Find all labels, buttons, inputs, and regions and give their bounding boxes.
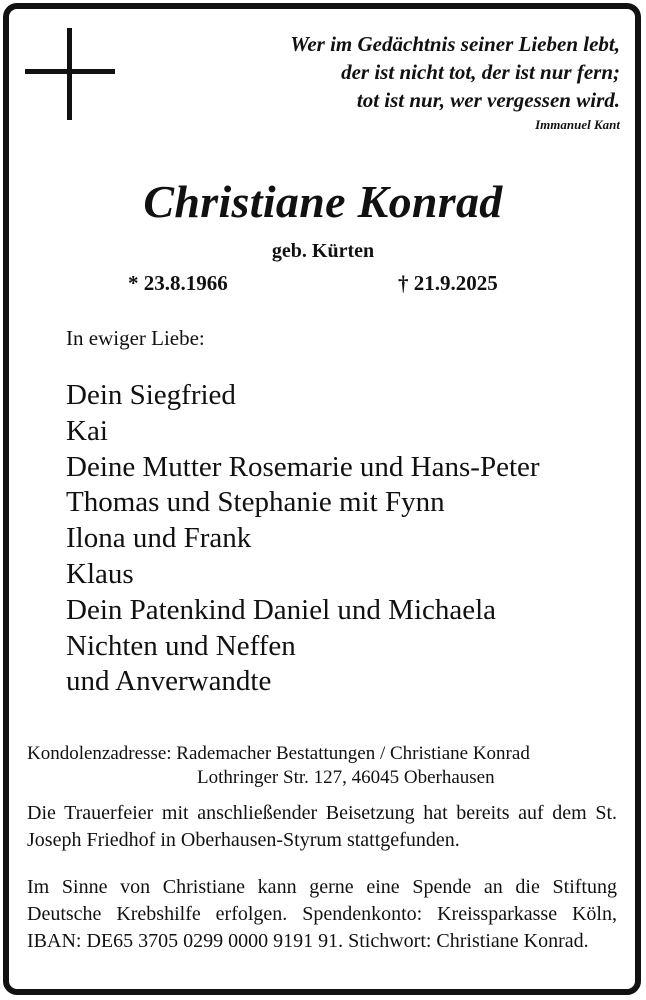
mourner-item: Klaus bbox=[66, 557, 134, 590]
mourner-item: Nichten und Neffen bbox=[66, 629, 296, 662]
mourners-intro: In ewiger Liebe: bbox=[66, 326, 205, 350]
condolence-line: Kondolenzadresse: Rademacher Bestattungen / Christiane Konrad bbox=[27, 743, 530, 764]
quote-line: der ist nicht tot, der ist nur fern; bbox=[341, 60, 620, 84]
cross-vertical-bar bbox=[67, 28, 72, 120]
mourner-item: Kai bbox=[66, 414, 108, 447]
mourner-item: Deine Mutter Rosemarie und Hans-Peter bbox=[66, 450, 540, 483]
mourner-item: Dein Siegfried bbox=[66, 379, 236, 411]
mourners-list bbox=[66, 378, 540, 700]
death-date: † 21.9.2025 bbox=[398, 271, 498, 295]
condolence-address bbox=[27, 742, 530, 790]
maiden-name: geb. Kürten bbox=[271, 240, 375, 262]
mourner-item: Dein Patenkind Daniel und Michaela bbox=[66, 593, 497, 626]
quote-line: Wer im Gedächtnis seiner Lieben lebt, bbox=[290, 32, 620, 56]
condolence-street: Lothringer Str. 127, 46045 Oberhausen bbox=[197, 767, 495, 788]
funeral-note: Die Trauerfeier mit anschließender Beisetzung hat bereits auf dem St. Joseph Friedhof in Oberhausen-Styrum stattgefunden. bbox=[27, 802, 617, 851]
quote-line: tot ist nur, wer vergessen wird. bbox=[356, 88, 620, 112]
quote-author: Immanuel Kant bbox=[535, 117, 620, 132]
deceased-name: Christiane Konrad bbox=[143, 176, 503, 227]
donation-note: Im Sinne von Christiane kann gerne eine Spende an die Stiftung Deutsche Krebshilfe erfolgen. Spendenkonto: Kreissparkasse Köln, IBAN: DE65 3705 0299 0000 9191 91. Stichwort: Christiane Konrad. bbox=[27, 876, 617, 952]
memorial-quote bbox=[290, 30, 620, 114]
mourner-item: Ilona und Frank bbox=[66, 522, 252, 555]
birth-date: * 23.8.1966 bbox=[128, 271, 228, 295]
cross-horizontal-bar bbox=[25, 69, 115, 74]
mourner-item: und Anverwandte bbox=[66, 665, 272, 698]
mourner-item: Thomas und Stephanie mit Fynn bbox=[66, 486, 445, 519]
